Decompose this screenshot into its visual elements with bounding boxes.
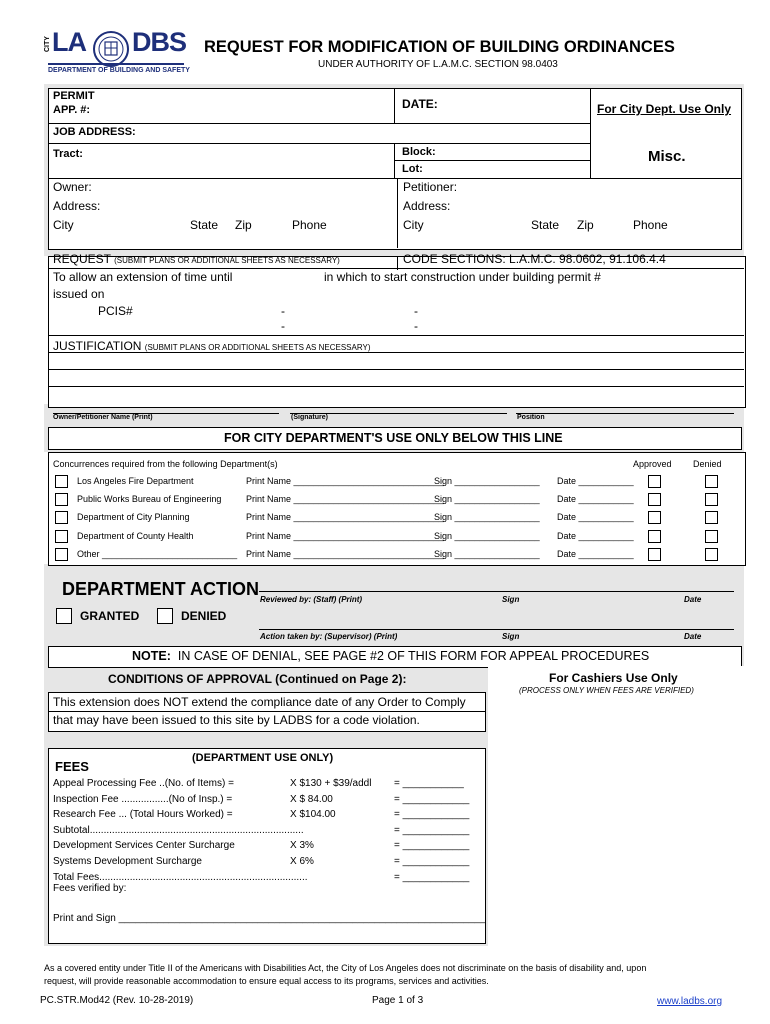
ada-statement-line-1: As a covered entity under Title II of the Americans with Disabilities Act, the City of Los Angeles does not discriminate on the basis of disability and, upon [44,963,647,973]
fee-amount: = ____________ [394,856,470,867]
petitioner-city-label: City [403,218,424,232]
pcis-label: PCIS# [98,304,133,318]
petitioner-zip-label: Zip [577,218,594,232]
ladbs-logo [44,27,190,78]
action-taken-label: Action taken by: (Supervisor) (Print) [260,632,398,641]
concurrence-date: Date ___________ [557,494,634,504]
denied-header: Denied [693,459,722,469]
concurrence-department: Department of City Planning [77,512,190,522]
concurrence-date: Date ___________ [557,512,634,522]
concurrence-checkbox[interactable] [55,548,68,561]
owner-state-label: State [190,218,219,232]
denied-checkbox[interactable] [705,475,718,488]
page-number: Page 1 of 3 [372,995,424,1006]
action-date-label: Date [684,632,702,641]
approved-checkbox[interactable] [648,493,661,506]
owner-phone-label: Phone [292,218,327,232]
fee-amount: = ___________ [394,778,464,789]
approved-checkbox[interactable] [648,530,661,543]
denied-checkbox[interactable] [705,530,718,543]
concurrence-sign: Sign _________________ [434,549,540,559]
concurrence-checkbox[interactable] [55,530,68,543]
granted-label: GRANTED [80,609,140,623]
fee-amount: = ____________ [394,840,470,851]
fee-label: Systems Development Surcharge [53,856,202,867]
concurrence-print-name: Print Name ______________________________ [246,512,444,522]
fee-label: Development Services Center Surcharge [53,840,235,851]
signature-label: (Signature) [291,414,328,421]
concurrence-department: Other ___________________________ [77,549,238,559]
pcis-dash-1: - [281,304,285,318]
form-title: REQUEST FOR MODIFICATION OF BUILDING ORDINANCES [204,38,675,56]
petitioner-state-label: State [531,218,560,232]
fee-label: Total Fees........................................................................... [53,872,308,883]
fees-verified-label: Fees verified by: [53,883,127,894]
concurrence-sign: Sign _________________ [434,494,540,504]
petitioner-label: Petitioner: [403,180,458,194]
petitioner-address-label: Address: [403,199,451,213]
misc-label: Misc. [648,148,686,165]
extension-text: To allow an extension of time until [53,270,233,284]
fee-rate: X $130 + $39/addl [290,778,372,789]
app-number-label: APP. #: [53,104,91,116]
owner-zip-label: Zip [235,218,252,232]
cashiers-title: For Cashiers Use Only [549,671,678,685]
conditions-line-1: This extension does NOT extend the compliance date of any Order to Comply [53,695,466,709]
concurrence-sign: Sign _________________ [434,531,540,541]
logo-dept: DEPARTMENT OF BUILDING AND SAFETY [48,67,190,74]
fee-rate: X $104.00 [290,809,336,820]
concurrence-date: Date ___________ [557,549,634,559]
fee-rate: X 3% [290,840,314,851]
pcis-dash-2: - [414,304,418,318]
conditions-title: CONDITIONS OF APPROVAL (Continued on Page 2): [108,672,407,686]
concurrence-department: Los Angeles Fire Department [77,476,194,486]
approved-checkbox[interactable] [648,548,661,561]
print-and-sign-line: Print and Sign __________________________________________________________________ [53,913,486,924]
code-sections: CODE SECTIONS: L.A.M.C. 98.0602, 91.106.4.4 [403,252,666,266]
department-action-title: DEPARTMENT ACTION [62,579,259,599]
request-label: REQUEST (SUBMIT PLANS OR ADDITIONAL SHEETS AS NECESSARY) [53,252,340,266]
logo-dbs: DBS [132,27,187,57]
denied-checkbox[interactable] [705,511,718,524]
concurrence-print-name: Print Name ______________________________ [246,531,444,541]
appeal-note: NOTE: IN CASE OF DENIAL, SEE PAGE #2 OF THIS FORM FOR APPEAL PROCEDURES [132,649,650,663]
lot-label: Lot: [402,163,423,175]
construction-text: in which to start construction under building permit # [324,270,601,284]
tract-label: Tract: [53,148,83,160]
owner-label: Owner: [53,180,92,194]
fee-amount: = ____________ [394,794,470,805]
reviewed-by-label: Reviewed by: (Staff) (Print) [260,595,363,604]
denied-checkbox[interactable] [157,608,173,624]
concurrence-department: Department of County Health [77,531,194,541]
reviewed-date-label: Date [684,595,702,604]
denied-label: DENIED [181,609,227,623]
ada-statement-line-2: request, will provide reasonable accommodation to ensure equal access to its programs, services and activities. [44,976,489,986]
action-sign-label: Sign [502,632,520,641]
owner-address-label: Address: [53,199,101,213]
cashiers-note: (PROCESS ONLY WHEN FEES ARE VERIFIED) [519,686,694,695]
concurrence-sign: Sign _________________ [434,512,540,522]
issued-on-label: issued on [53,287,105,301]
concurrence-checkbox[interactable] [55,511,68,524]
city-use-divider: FOR CITY DEPARTMENT'S USE ONLY BELOW THIS LINE [224,431,563,445]
justification-label: JUSTIFICATION (SUBMIT PLANS OR ADDITIONAL SHEETS AS NECESSARY) [53,339,371,353]
concurrence-print-name: Print Name ______________________________ [246,549,444,559]
concurrence-print-name: Print Name ______________________________ [246,494,444,504]
petitioner-phone-label: Phone [633,218,668,232]
fee-rate: X 6% [290,856,314,867]
date-label: DATE: [402,97,438,111]
concurrence-checkbox[interactable] [55,475,68,488]
denied-checkbox[interactable] [705,493,718,506]
owner-name-print-label: Owner/Petitioner Name (Print) [53,414,153,421]
ladbs-website-link[interactable]: www.ladbs.org [657,996,723,1007]
logo-city: CITY [44,36,51,52]
city-use-header: For City Dept. Use Only [597,102,732,116]
job-address-label: JOB ADDRESS: [53,126,136,138]
fee-label: Subtotal............................................................................. [53,825,304,836]
form-id: PC.STR.Mod42 (Rev. 10-28-2019) [40,995,194,1006]
fee-label: Inspection Fee .................(No of Insp.) = [53,794,233,805]
approved-checkbox[interactable] [648,475,661,488]
concurrence-print-name: Print Name ______________________________ [246,476,444,486]
concurrence-department: Public Works Bureau of Engineering [77,494,222,504]
concurrence-checkbox[interactable] [55,493,68,506]
concurrence-date: Date ___________ [557,531,634,541]
fees-title: FEES [55,759,89,774]
fee-amount: = ____________ [394,809,470,820]
owner-city-label: City [53,218,74,232]
logo-la: LA [52,27,86,57]
block-label: Block: [402,146,436,158]
pcis-dash-3: - [281,319,285,333]
granted-checkbox[interactable] [56,608,72,624]
position-label: Position [517,414,545,421]
fee-label: Research Fee ... (Total Hours Worked) = [53,809,233,820]
permit-label: PERMIT [53,90,95,102]
pcis-dash-4: - [414,319,418,333]
fees-dept-use: (DEPARTMENT USE ONLY) [192,752,334,764]
concurrence-sign: Sign _________________ [434,476,540,486]
fee-rate: X $ 84.00 [290,794,333,805]
fee-amount: = ____________ [394,872,470,883]
reviewed-sign-label: Sign [502,595,520,604]
concurrences-label: Concurrences required from the following Department(s) [53,459,278,469]
fee-label: Appeal Processing Fee ..(No. of Items) = [53,778,234,789]
fee-amount: = ____________ [394,825,470,836]
approved-checkbox[interactable] [648,511,661,524]
denied-checkbox[interactable] [705,548,718,561]
conditions-line-2: that may have been issued to this site by LADBS for a code violation. [53,713,420,727]
concurrence-date: Date ___________ [557,476,634,486]
form-subtitle: UNDER AUTHORITY OF L.A.M.C. SECTION 98.0403 [318,59,558,70]
approved-header: Approved [633,459,672,469]
